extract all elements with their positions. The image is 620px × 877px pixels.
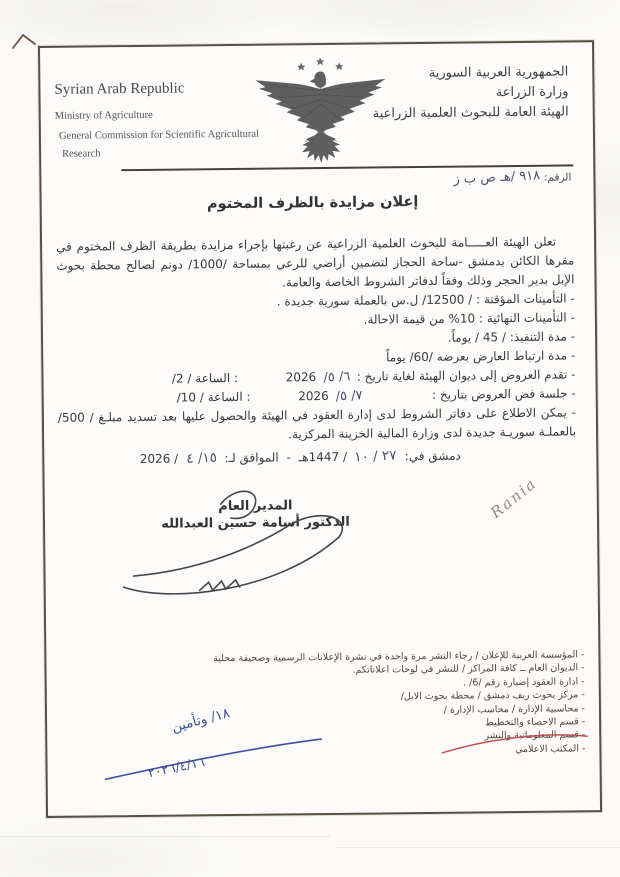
note-line2-handwritten: ٢٠٢٦/٤/١٦ <box>146 754 207 782</box>
distribution-item: - المؤسسة العربية للإعلان / رجاء النشر مرة واحدة في نشرة الإعلانات الرسمية وصحيفة محلية <box>213 649 585 665</box>
hijri-year: / 1447هـ <box>298 449 348 465</box>
letterhead-commission-en: General Commission for Scientific Agricultural <box>58 128 260 142</box>
pencil-signature: Rania <box>487 474 541 522</box>
submission-date-handwritten: ٦/ ٥/ <box>322 369 351 386</box>
gregorian-year: / 2026 <box>139 451 179 466</box>
signatory-name: الدكتور أسامة حسين العبدالله <box>161 514 350 532</box>
letterhead-country-en: Syrian Arab Republic <box>54 80 185 98</box>
distribution-item: - ادارة العقود إضبارة رقم /6/ . <box>462 676 585 689</box>
letterhead-commission-ar: الهيئة العامة للبحوث العلمية الزراعية <box>372 104 569 122</box>
blue-handwritten-note <box>99 697 331 844</box>
note-line1-handwritten: ١٨/ وتأمين <box>170 705 232 736</box>
spacer <box>369 399 425 400</box>
dateline <box>44 447 556 468</box>
opening-year: 2026 <box>298 388 329 404</box>
term-final-deposit: - التأمينات النهائية : 10% من قيمة الاحالة. <box>363 310 575 327</box>
term-offer-binding-period: - مدة ارتباط العارض بعرضه /60/ يوماً <box>386 348 576 365</box>
dateline-separator: - <box>286 450 291 465</box>
distribution-item: - قسم الاحصاء والتخطيط <box>484 716 586 729</box>
note-underline-stroke <box>99 733 328 787</box>
distribution-item: - محاسبية الإدارة / محاسب الإدارة / <box>443 702 586 716</box>
scan-streak <box>336 847 620 848</box>
letterhead-ministry-en: Ministry of Agriculture <box>54 109 153 122</box>
distribution-item: - المكتب الاعلامي <box>514 743 586 755</box>
document-page <box>38 40 602 818</box>
access-note: - يمكن الاطلاع على دفاتر الشروط لدى إدارة العقود في الهيئة والحصول عليها بعد تسديد مبلـغ / 500/ بالعملـة سوريـة جديدة لدى وزارة المالية الخزينة المركزية. <box>57 405 577 442</box>
distribution-item: - الديوان العام ــ كافة المراكز / للنشر في لوحات اعلاناتكم. <box>352 662 585 677</box>
letterhead-commission-en-2: Research <box>62 148 101 160</box>
reference-number <box>453 168 572 188</box>
submission-prefix: - تقدم العروض إلى ديوان الهيئة لغاية تاريخ : <box>356 367 576 384</box>
intro-paragraph: تعلن الهيئة العـــــامة للبحوث العلمية الزراعية عن رغبتها بإجراء مزايدة بطريقة الظرف المختوم في مقرها الكائن بدمشق -ساحة الحجاز لتضمين أراضي للرعي بمساحة /1000/ دونم لصالح محطة بحوث الإبل بدير الحجر وذلك وفقاً لدفاتر الشروط الخاصة والعامة. <box>56 234 575 290</box>
letterhead-arabic <box>372 62 569 124</box>
reference-label: الرقم: <box>543 171 572 184</box>
submission-year: 2026 <box>285 370 317 385</box>
letterhead-ministry-ar: وزارة الزراعة <box>495 84 569 101</box>
signature-block <box>148 498 363 532</box>
gregorian-date-handwritten: ١٥/ ٤ <box>185 449 217 467</box>
submission-time: : الساعة / 2/ <box>171 370 239 386</box>
dateline-place: دمشق في: <box>404 448 461 464</box>
opening-date-handwritten: ٧/ ٥/ <box>335 388 363 405</box>
reference-value-handwritten: ٩١٨ /هـ ص ب ز <box>453 168 541 188</box>
document-title: إعلان مزايدة بالظرف المختوم <box>206 194 419 213</box>
distribution-item: - مركز بحوث ريف دمشق / محطة بحوث الابل/ <box>400 689 585 703</box>
opening-prefix: - جلسة فض العروض بتاريخ : <box>431 386 576 402</box>
document-body <box>56 232 576 446</box>
term-execution-period: - مدة التنفيذ: / 45 / يوماً. <box>447 329 576 345</box>
term-temporary-deposit: - التأمينات المؤقتة : / 12500/ ل.س بالعملة سورية جديدة . <box>276 291 575 309</box>
scan-streak <box>0 836 330 837</box>
red-underline-mark <box>439 728 591 756</box>
letterhead-country-ar: الجمهورية العربية السورية <box>428 64 569 81</box>
hijri-date-handwritten: ٢٧ / ١٠ <box>354 447 398 466</box>
gregorian-label: الموافق لـ: <box>224 450 279 466</box>
opening-time: : الساعة / 10/ <box>176 389 251 405</box>
corner-check-mark-icon <box>10 32 38 52</box>
distribution-item: - قسم المعلوماتية والنشر <box>484 729 586 742</box>
signatory-role: المدير العام <box>218 498 293 515</box>
